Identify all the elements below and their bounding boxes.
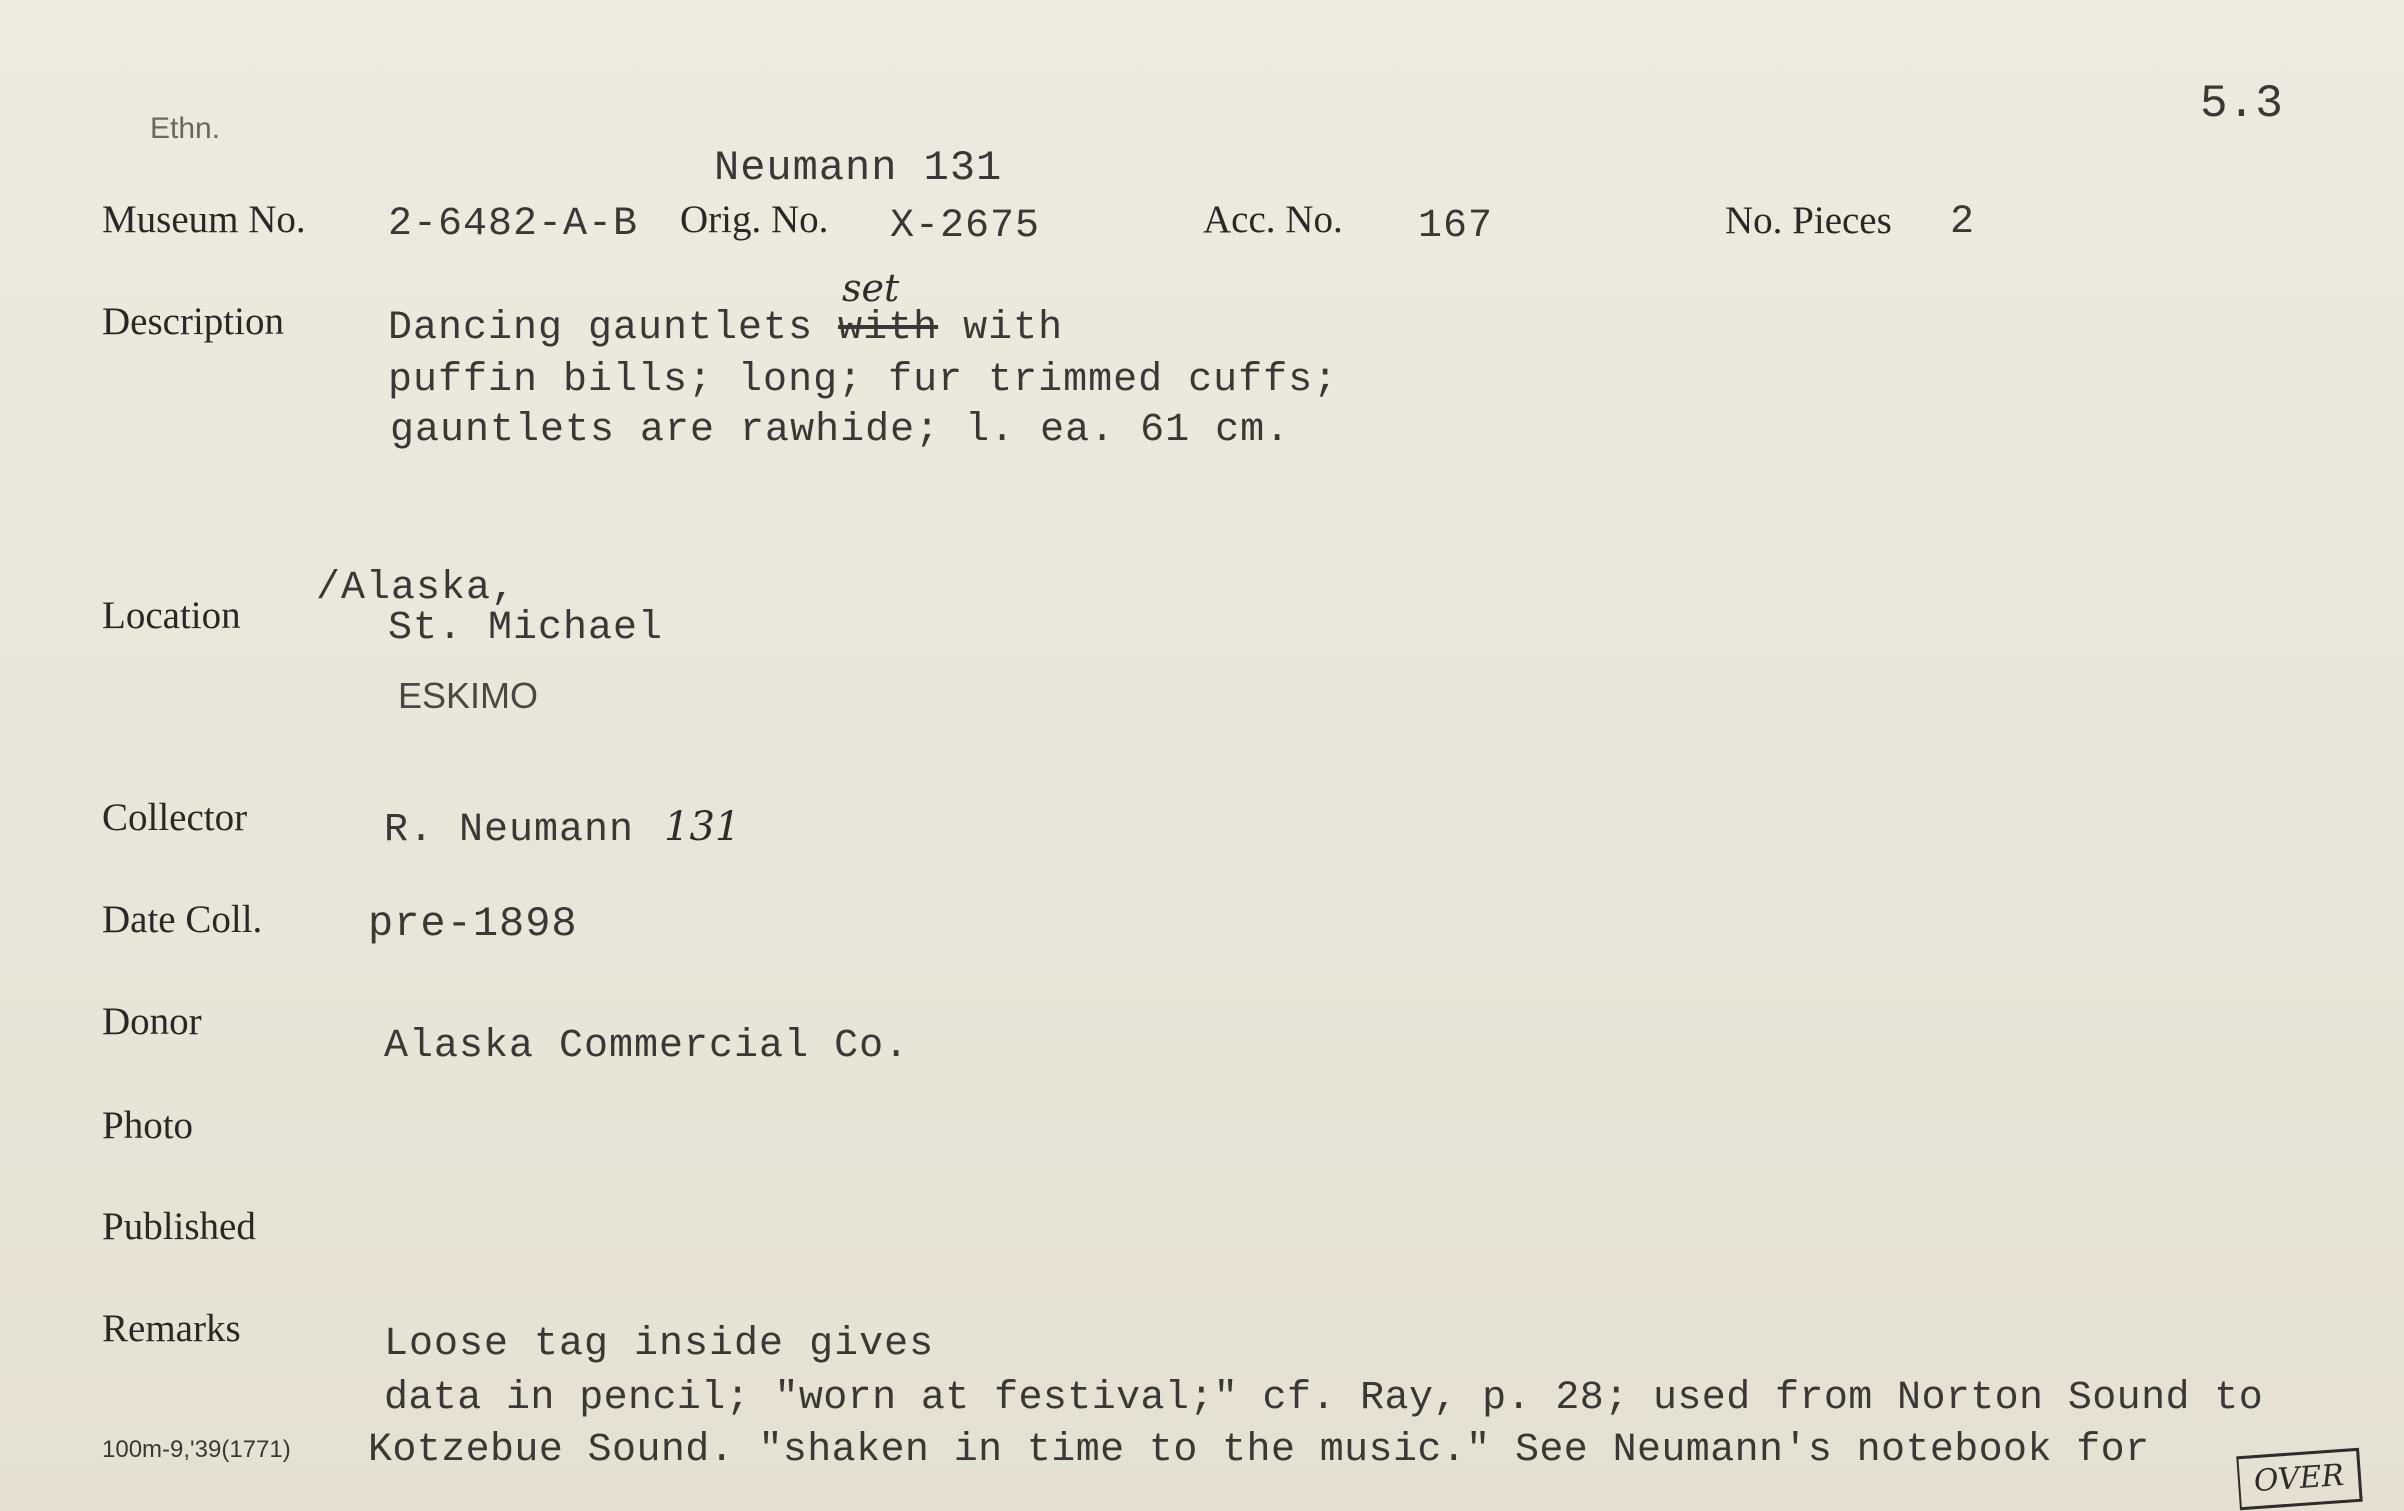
collector-label: Collector	[102, 796, 248, 839]
remarks-label: Remarks	[102, 1307, 241, 1350]
no-pieces-value: 2	[1950, 200, 1976, 245]
collector-value: R. Neumann	[384, 808, 635, 853]
description-label: Description	[102, 300, 284, 343]
museum-no-value: 2-6482-A-B	[388, 202, 639, 247]
over-note: OVER	[2236, 1448, 2362, 1510]
acc-no-value: 167	[1418, 204, 1494, 249]
remarks-line-2: data in pencil; "worn at festival;" cf. Ray, p. 28; used from Norton Sound to	[384, 1376, 2264, 1421]
card-number: 5.3	[2200, 78, 2283, 130]
donor-value: Alaska Commercial Co.	[384, 1024, 910, 1069]
collector-handwritten-note: 131	[664, 804, 741, 850]
date-coll-label: Date Coll.	[102, 898, 263, 941]
orig-no-label: Orig. No.	[680, 198, 829, 241]
location-label: Location	[102, 594, 241, 637]
struck-word: with	[838, 306, 939, 351]
description-line-1	[388, 306, 1063, 351]
description-line-2: puffin bills; long; fur trimmed cuffs;	[388, 358, 1339, 403]
remarks-line-3: Kotzebue Sound. "shaken in time to the music." See Neumann's notebook for	[368, 1428, 2150, 1473]
published-label: Published	[102, 1205, 256, 1248]
description-text-start: Dancing gauntlets	[388, 306, 839, 351]
description-line-3: gauntlets are rawhide; l. ea. 61 cm.	[390, 408, 1291, 453]
location-line-1: /Alaska,	[316, 566, 517, 611]
department-stamp: Ethn.	[150, 112, 221, 145]
acc-no-label: Acc. No.	[1203, 198, 1343, 241]
print-code: 100m-9,'39(1771)	[102, 1436, 291, 1463]
handwritten-insertion: set	[842, 266, 900, 310]
remarks-line-1: Loose tag inside gives	[384, 1322, 935, 1367]
location-line-2: St. Michael	[388, 606, 664, 651]
orig-no-value: X-2675	[890, 204, 1041, 249]
photo-label: Photo	[102, 1104, 194, 1147]
no-pieces-label: No. Pieces	[1725, 199, 1892, 242]
description-text-end: with	[938, 306, 1064, 351]
date-coll-value: pre-1898	[368, 900, 578, 948]
museum-no-label: Museum No.	[102, 198, 306, 241]
donor-label: Donor	[102, 1000, 202, 1043]
culture-stamp: ESKIMO	[398, 675, 539, 716]
header-note: Neumann 131	[714, 144, 1003, 192]
